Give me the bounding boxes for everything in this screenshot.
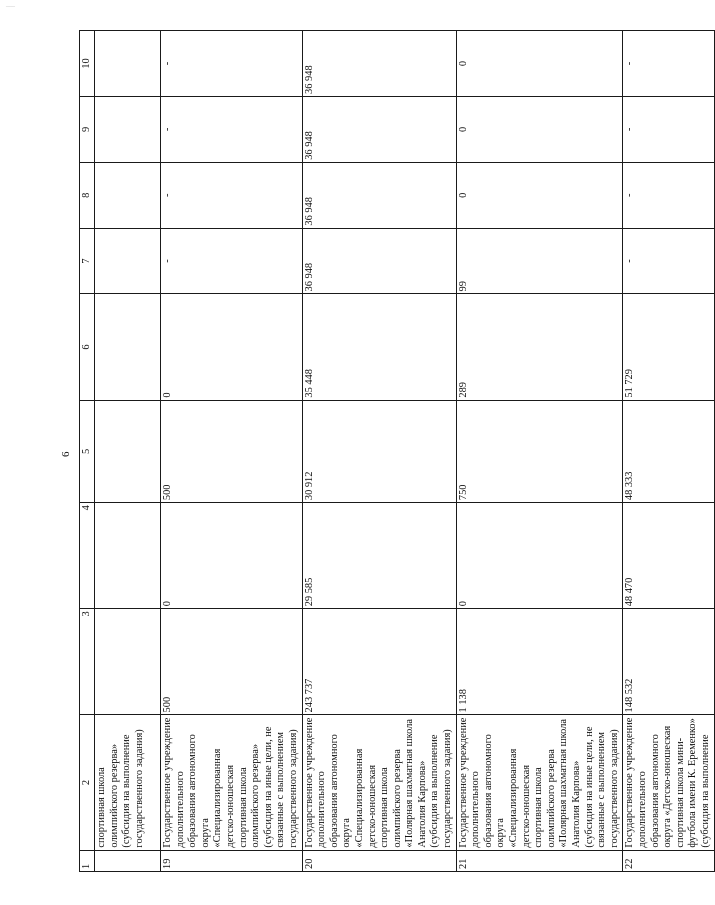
value-cell: 48 470 bbox=[623, 503, 714, 609]
value-cell bbox=[95, 294, 161, 400]
institution-name-cell: Государственное учреждение дополнительного образования автономного округа «Специализированная детско-юношеская спортивная школа олимпийского резерва» (субсидия на иные цели, не связанные с выполнением государственного задания) bbox=[161, 715, 303, 850]
value-cell bbox=[95, 228, 161, 294]
value-cell: 1 138 bbox=[456, 609, 623, 715]
header-cell: 6 bbox=[80, 294, 95, 400]
value-cell: 148 532 bbox=[623, 609, 714, 715]
value-cell: 99 bbox=[456, 228, 623, 294]
value-cell bbox=[95, 400, 161, 503]
value-cell bbox=[95, 503, 161, 609]
table-header-row bbox=[80, 31, 95, 872]
value-cell: 500 bbox=[161, 400, 303, 503]
header-cell: 4 bbox=[80, 503, 95, 609]
header-cell: 7 bbox=[80, 228, 95, 294]
institution-name-cell: Государственное учреждение дополнительного образования автономного округа «Специализированная детско-юношеская спортивная школа олимпийского резерва «Полярная шахматная школа Анатолия Карпова» (субсидия на иные цели, не связанные с выполнением государственного задания) bbox=[456, 715, 623, 850]
value-cell: 36 948 bbox=[302, 162, 456, 228]
value-cell: 35 448 bbox=[302, 294, 456, 400]
institution-name-cell: Государственное учреждение дополнительного образования автономного округа «Детско-юношеская спортивная школа мини-футбола имени К. Еременко» (субсидия на выполнение bbox=[623, 715, 714, 850]
value-cell: 51 729 bbox=[623, 294, 714, 400]
scan-mark: ___ bbox=[6, 2, 15, 8]
table-row bbox=[95, 31, 161, 872]
value-cell: 48 333 bbox=[623, 400, 714, 503]
header-cell: 9 bbox=[80, 96, 95, 162]
value-cell: 36 948 bbox=[302, 31, 456, 97]
institution-name-cell: спортивная школа олимпийского резерва» (субсидия на выполнение государственного задания) bbox=[95, 715, 161, 850]
value-cell: 0 bbox=[456, 162, 623, 228]
value-cell: 0 bbox=[161, 503, 303, 609]
value-cell: 243 737 bbox=[302, 609, 456, 715]
row-number-cell: 22 bbox=[623, 850, 714, 871]
value-cell: 289 bbox=[456, 294, 623, 400]
value-cell bbox=[95, 31, 161, 97]
table-row bbox=[623, 31, 714, 872]
value-cell: 30 912 bbox=[302, 400, 456, 503]
institution-name-cell: Государственное учреждение дополнительного образования автономного округа «Специализированная детско-юношеская спортивная школа олимпийского резерва «Полярная шахматная школа Анатолия Карпова» (субсидия на выполнение государственного задания) bbox=[302, 715, 456, 850]
page-number: 6 bbox=[60, 451, 72, 457]
value-cell: - bbox=[161, 31, 303, 97]
header-cell: 10 bbox=[80, 31, 95, 97]
header-cell: 5 bbox=[80, 400, 95, 503]
value-cell: - bbox=[161, 96, 303, 162]
value-cell bbox=[95, 162, 161, 228]
value-cell: - bbox=[623, 96, 714, 162]
row-number-cell bbox=[95, 850, 161, 871]
value-cell: 0 bbox=[456, 31, 623, 97]
header-cell: 2 bbox=[80, 715, 95, 850]
row-number-cell: 20 bbox=[302, 850, 456, 871]
table-row bbox=[456, 31, 623, 872]
value-cell bbox=[95, 96, 161, 162]
value-cell: - bbox=[623, 31, 714, 97]
value-cell: 29 585 bbox=[302, 503, 456, 609]
value-cell: 0 bbox=[161, 294, 303, 400]
value-cell: - bbox=[161, 228, 303, 294]
budget-table bbox=[79, 30, 715, 872]
table-row bbox=[302, 31, 456, 872]
value-cell: 36 948 bbox=[302, 96, 456, 162]
value-cell: - bbox=[161, 162, 303, 228]
header-cell: 1 bbox=[80, 850, 95, 871]
row-number-cell: 21 bbox=[456, 850, 623, 871]
value-cell: - bbox=[623, 162, 714, 228]
row-number-cell: 19 bbox=[161, 850, 303, 871]
value-cell: 500 bbox=[161, 609, 303, 715]
header-cell: 3 bbox=[80, 609, 95, 715]
table-row bbox=[161, 31, 303, 872]
value-cell: 750 bbox=[456, 400, 623, 503]
value-cell: 0 bbox=[456, 503, 623, 609]
rotated-page bbox=[60, 30, 711, 872]
header-cell: 8 bbox=[80, 162, 95, 228]
value-cell: - bbox=[623, 228, 714, 294]
value-cell: 36 948 bbox=[302, 228, 456, 294]
value-cell bbox=[95, 609, 161, 715]
value-cell: 0 bbox=[456, 96, 623, 162]
